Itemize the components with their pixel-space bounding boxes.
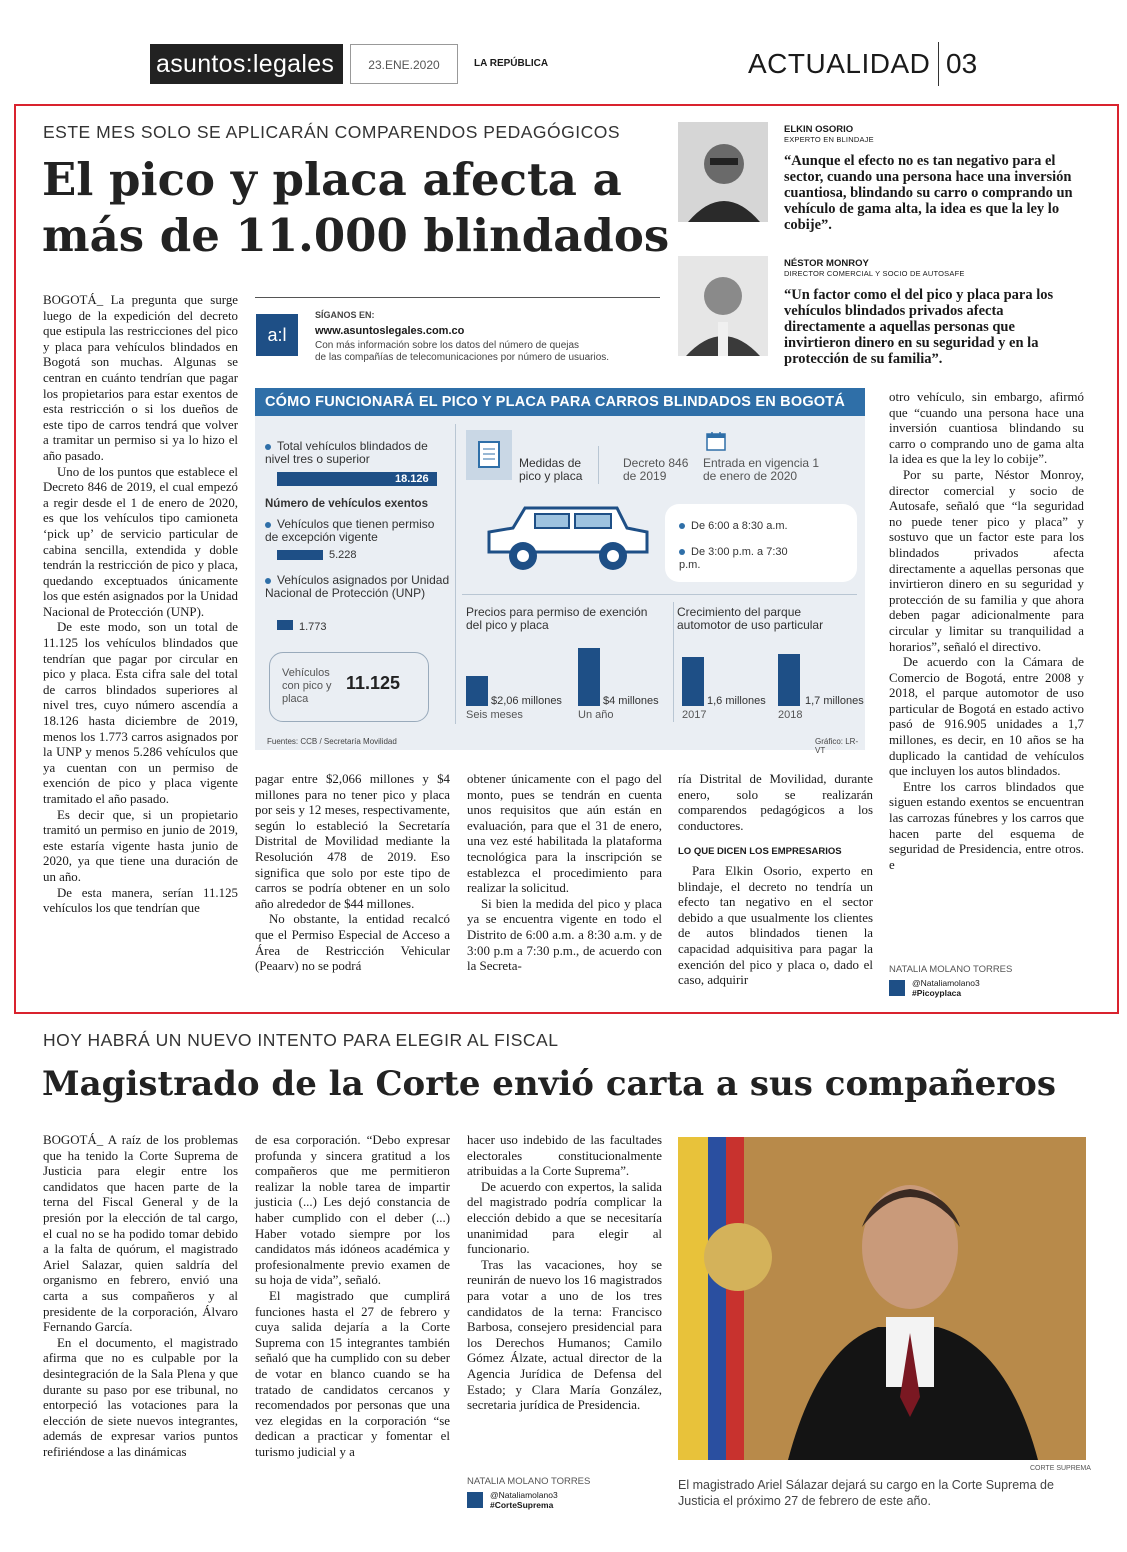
photo-caption: El magistrado Ariel Sálazar dejará su cargo en la Corte Suprema de Justicia el próximo 27 de febrero de este año. [678, 1478, 1054, 1508]
quote-nestor [784, 258, 1084, 367]
paper-name: LA REPÚBLICA [474, 58, 549, 69]
paragraph: obtener únicamente con el pago del monto, pues se tendrán en cuenta unos requisitos que aún están en evaluación, para que el 31 de enero, una vez esté habilitada la plataforma tecnológica para la inscripción se establezca el procedimiento para realizar la solicitud. [467, 772, 662, 896]
article2-byline-social [490, 1490, 558, 1510]
paragraph: BOGOTÁ_ La pregunta que surge luego de la expedición del decreto que estipula las restricciones del pico y placa para vehículos blindados en Bogotá son muchas. Algunas se centran en cuánto tendrían que pagar los propietarios para estar exentos de esta restricción o si los dueños de este tipo de carros tendrá que volver a tramitar un permiso si ya lo hizo el año pasado. [43, 293, 238, 463]
schedule-1-text: De 6:00 a 8:30 a.m. [691, 520, 788, 532]
byline-tag[interactable]: #Picoyplaca [912, 988, 962, 998]
article1-title-line2: más de 11.000 blindados [42, 209, 670, 262]
quote-name: ELKIN OSORIO [784, 124, 854, 135]
article1-col4 [678, 772, 873, 1004]
quote-role: EXPERTO EN BLINDAJE [784, 135, 874, 144]
schedule-box [665, 504, 857, 582]
exempt1-bar [277, 550, 323, 560]
subhead: LO QUE DICEN LOS EMPRESARIOS [678, 846, 842, 858]
issue-date: 23.ENE.2020 [350, 44, 458, 84]
follow-url[interactable]: www.asuntoslegales.com.co [315, 325, 465, 337]
growth-title: Crecimiento del parque automotor de uso particular [677, 605, 824, 632]
quote-text: “Aunque el efecto no es tan negativo para el sector, cuando una persona hace una inversión cuantiosa, blindando su carro o comprando un vehículo de gama alta, la idea es que la ley lo cobije”. [784, 153, 1073, 233]
decree-label: Decreto 846 de 2019 [623, 456, 689, 483]
paragraph: No obstante, la entidad recalcó que el Permiso Especial de Acceso a Área de Restricción Vehicular (Peaarv) no se podrá [255, 912, 450, 974]
infographic-title: CÓMO FUNCIONARÁ EL PICO Y PLACA PARA CARROS BLINDADOS EN BOGOTÁ [255, 388, 865, 416]
section-title: ACTUALIDAD [748, 48, 931, 79]
quote-name: NÉSTOR MONROY [784, 258, 869, 269]
social-icon [889, 980, 905, 996]
measures-label: Medidas de pico y placa [519, 456, 583, 483]
byline-author: NATALIA MOLANO TORRES [889, 964, 1013, 975]
paragraph: Si bien la medida del pico y placa ya se encuentra vigente en todo el Distrito de 6:00 a.m. a 8:30 a.m. y de 3:00 p.m a 7:30 p.m., de acuerdo con la Secreta- [467, 896, 662, 974]
effective-label: Entrada en vigencia 1 de enero de 2020 [703, 456, 820, 483]
exempt2-label-text: Vehículos asignados por Unidad Nacional de Protección (UNP) [265, 573, 450, 600]
exempt1-label [265, 518, 450, 544]
article2-col3 [467, 1133, 662, 1473]
page-number: 03 [946, 48, 978, 79]
exempt1-value: 5.228 [329, 549, 357, 561]
article1-title-line1: El pico y placa afecta a [42, 153, 622, 206]
total-label-text: Total vehículos blindados de nivel tres o superior [265, 439, 428, 466]
article2-byline-author: NATALIA MOLANO TORRES [467, 1476, 591, 1487]
paragraph: De acuerdo con expertos, la salida del magistrado podría complicar la elección debido a que se necesitaría unanimidad para elegir al funcionario. [467, 1179, 662, 1257]
infographic-hrule [462, 594, 857, 595]
byline-handle[interactable]: @Nataliamolano3 [490, 1490, 558, 1500]
follow-rule [255, 297, 660, 298]
article2-title: Magistrado de la Corte envió carta a sus compañeros [42, 1064, 1056, 1104]
document-icon [466, 430, 512, 480]
exempt1-label-text: Vehículos que tienen permiso de excepción vigente [265, 517, 435, 544]
follow-text-line: de las compañías de telecomunicaciones por número de usuarios. [315, 352, 610, 363]
infographic-credit: Gráfico: LR-VT [815, 737, 859, 755]
chart-sep [673, 602, 674, 722]
byline-tag[interactable]: #CorteSuprema [490, 1500, 554, 1510]
infographic-divider [455, 424, 456, 724]
paragraph: ría Distrital de Movilidad, durante enero, solo se realizarán comparendos pedagógicos a los conductores. [678, 772, 873, 833]
paragraph: hacer uso indebido de las facultades electorales constitucionalmente atribuidas a la Corte Suprema”. [467, 1133, 662, 1179]
paragraph: De este modo, son un total de 11.125 los vehículos blindados que tendrían que pagar por circular en pico y placa. Esta cifra sale del total de carros blindados superiores al nivel tres, cuyo número ascendía a 18.126 hasta diciembre de 2019, menos los 1.773 carros asignados por la UNP y menos 5.286 vehículos que ya cuentan con un permiso de exención de pico y placa vigente tramitado el año pasado. [43, 620, 238, 806]
schedule-1 [679, 520, 788, 533]
growth2-year: 2018 [778, 709, 803, 721]
article1-col5 [889, 390, 1084, 952]
infographic-source: Fuentes: CCB / Secretaría Movilidad [267, 737, 397, 746]
measure-sep [598, 446, 599, 484]
exempt2-label [265, 574, 455, 600]
growth1-year: 2017 [682, 709, 707, 721]
article2-kicker: HOY HABRÁ UN NUEVO INTENTO PARA ELEGIR AL FISCAL [43, 1030, 559, 1050]
exempt2-bar [277, 620, 293, 630]
social-icon [467, 1492, 483, 1508]
growth2-bar [778, 654, 800, 706]
photo-credit: CORTE SUPREMA [1030, 1465, 1091, 1472]
paragraph: BOGOTÁ_ A raíz de los problemas que ha tenido la Corte Suprema de Justicia para elegir entre los candidatos que hacen parte de la terna del Fiscal General y de la presión por la elección de tal cargo, el cual no se ha podido tomar debido a la falta de quórum, el magistrado Ariel Salazar, quien saldría del organismo en febrero, envió una carta a sus compañeros y al presidente de la corporación, Álvaro Fernando García. [43, 1133, 238, 1335]
brand-logo: asuntos:legales [150, 44, 343, 84]
exempt-title: Número de vehículos exentos [265, 498, 428, 510]
pico-box [269, 652, 429, 722]
nestor-monroy-photo [678, 256, 768, 356]
byline-handle[interactable]: @Nataliamolano3 [912, 978, 980, 988]
article1-col3 [467, 772, 662, 1004]
paragraph: De esta manera, serían 11.125 vehículos los que tendrían que [43, 885, 238, 916]
quote-role: DIRECTOR COMERCIAL Y SOCIO DE AUTOSAFE [784, 269, 965, 278]
total-label [265, 440, 435, 466]
price1-value: $2,06 millones [491, 695, 562, 707]
article2-col2 [255, 1133, 450, 1523]
suv-icon [483, 498, 653, 578]
article1-kicker: ESTE MES SOLO SE APLICARÁN COMPARENDOS PEDAGÓGICOS [43, 122, 621, 142]
total-value: 18.126 [395, 473, 429, 485]
article1-col2 [255, 772, 450, 1004]
infographic [255, 388, 865, 755]
price1-period: Seis meses [466, 709, 523, 721]
pico-value: 11.125 [346, 673, 401, 693]
price2-value: $4 millones [603, 695, 659, 707]
byline-social [912, 978, 980, 998]
paragraph: Por su parte, Néstor Monroy, director comercial y socio de Autosafe, señaló que “la seguridad no puede tener pico y placa” y sostuvo que un factor este para los blindados privados afecta directamente a aquellas personas que invirtieron dinero en su seguridad y protección de su familia y que ahora deben pagar adicionalmente para circular y limitar su tranquilidad a horarios”, señaló el directivo. [889, 467, 1084, 654]
article1-col1 [43, 293, 238, 1005]
schedule-2-text: De 3:00 p.m. a 7:30 p.m. [679, 546, 788, 571]
article2-col1 [43, 1133, 238, 1523]
paragraph: de esa corporación. “Debo expresar profunda y sincera gratitud a los compañeros que me permitieron realizar la noble tarea de impartir justicia (...) Les dejó constancia de haber cumplido con el deber (...) Haber votado siempre por los candidatos más idóneos académica y profesionalmente previo examen de su hoja de vida”, señaló. [255, 1133, 450, 1288]
exempt2-value: 1.773 [299, 621, 327, 633]
paragraph: otro vehículo, sin embargo, afirmó que “cuando una persona hace una inversión cuantiosa blindando su carro o comprando uno de gama alta la idea es que la ley lo cobije”. [889, 390, 1084, 467]
price2-period: Un año [578, 709, 614, 721]
follow-text-line: Con más información sobre los datos del número de quejas [315, 340, 580, 351]
pico-label: Vehículos con pico y placa [282, 667, 332, 705]
paragraph: El magistrado que cumplirá funciones hasta el 27 de febrero y cuya salida dejaría a la Corte Suprema con 15 integrantes también señaló que ha cumplido con su deber de votar en blanco cuando se ha tratado de candidatos cercanos y recomendados por personas que una vez elegidas en la corporación “se dedican a practicar y fomentar el turismo judicial y a [255, 1288, 450, 1459]
price2-bar [578, 648, 600, 706]
growth1-value: 1,6 millones [707, 695, 766, 707]
paragraph: En el documento, el magistrado afirma que no es culpable por la desintegración de la Sala Plena y que durante su paso por ese tribunal, no entorpeció las votaciones para la elección de siete nuevos integrantes, además de expresar varios puntos refiriéndose a las dinámicas [43, 1335, 238, 1459]
paragraph: pagar entre $2,066 millones y $4 millones para no tener pico y placa por seis y 12 meses, respectivamente, según lo estableció la Secretaría Distrital de Movilidad mediante la Resolución 478 de 2019. Eso significa que solo por este tipo de carros se podría obtener en un solo año alrededor de $44 millones. [255, 772, 450, 911]
quote-text: “Un factor como el del pico y placa para los vehículos blindados privados afecta directamente a aquellas personas que invirtieron dinero en su seguridad y en la protección de su familia”. [784, 287, 1054, 367]
magistrate-photo [678, 1137, 1086, 1460]
prices-title: Precios para permiso de exención del pico y placa [466, 605, 648, 632]
paragraph: Uno de los puntos que establece el Decreto 846 de 2019, el cual empezó a regir desde el 1 de enero de 2020, es que los vehículos tipo camioneta ‘pick up’ de servicio particular de cabina sencilla, extendida y doble tendrán la restricción de pico y placa, quedando exceptuados únicamente los que estén asignados por la Unidad Nacional de Protección (UNP). [43, 464, 238, 619]
growth2-value: 1,7 millones [805, 695, 864, 707]
paragraph: Entre los carros blindados que siguen estando exentos se encuentran las carrozas fúnebres y los carros que hacen parte del esquema de seguridad de Presidencia, entre otros. e [889, 779, 1084, 872]
price1-bar [466, 676, 488, 706]
paragraph: Es decir que, si un propietario tramitó un permiso en junio de 2019, este estaría vigente hasta junio de 2020, ya que tiene una duración de un año. [43, 807, 238, 884]
quote-elkin [784, 124, 1084, 233]
paragraph: Para Elkin Osorio, experto en blindaje, el decreto no tendría un efecto tan negativo en el sector debido a que usualmente los clientes de autos blindados tienen la capacidad adquisitiva para pagar la exención del pico y placa o, dado el caso, adquirir [678, 863, 873, 988]
follow-label: SÍGANOS EN: [315, 310, 375, 320]
paragraph: De acuerdo con la Cámara de Comercio de Bogotá, entre 2008 y 2018, el parque automotor de uso particular de Bogotá en estado activo pasó de 916.905 unidades a 1,7 millones, es decir, en 10 años se ha duplicado la cantidad de vehículos que incluyen los autos blindados. [889, 655, 1084, 779]
elkin-osorio-photo [678, 122, 768, 222]
follow-text [315, 340, 609, 364]
header-divider [938, 42, 939, 86]
growth1-bar [682, 657, 704, 706]
follow-logo: a:l [256, 314, 298, 356]
paragraph: Tras las vacaciones, hoy se reunirán de nuevo los 16 magistrados para votar a uno de los tres candidatos de la terna: Francisco Barbosa, consejero presidencial para los Derechos Humanos; Camilo Gómez Álzate, actual director de la Agencia Jurídica de Defensa del Estado; y Clara María González, secretaria jurídica de Presidencia. [467, 1257, 662, 1413]
article1-title [42, 152, 669, 264]
calendar-icon [705, 430, 727, 452]
schedule-2 [679, 546, 799, 572]
